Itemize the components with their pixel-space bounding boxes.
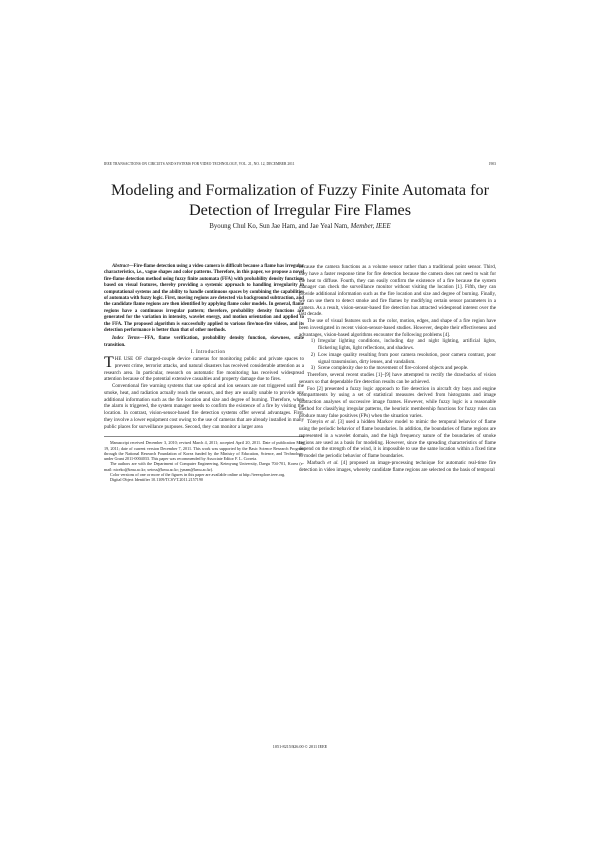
footnote-affiliation: The authors are with the Department of Computer Engineering, Keimyung University, Daegu 704-701, Korea (e-mail: niceko@kmu.ac.kr; xetoss@kmu.ac.kr; jynam@kmu.ac.kr). — [104, 461, 304, 472]
index-terms-text: —FFA, flame verification, probability density function, skewness, state transition. — [104, 336, 304, 348]
right-paragraph-5: Töreyin et al. [3] used a hidden Markov model to mimic the temporal behavior of flame using the periodic behavior of flame boundaries. In addition, the boundaries of flame regions are represented in a wavelet domain, and the high frequency nature of the boundaries of smoke regions are used as a basis for modeling. However, since the spreading characteristics of flame depend on the strength of the wind, it is impossible to use the same location within a fixed time to model the periodic behavior of flame boundaries. — [299, 419, 496, 459]
right-column — [299, 264, 496, 473]
right-paragraph-6: Marbach et al. [4] proposed an image-processing technique for automatic real-time fire detection in video images, whereby candidate flame regions are selected on the basis of temporal — [299, 459, 497, 473]
footnote-doi: Digital Object Identifier 10.1109/TCSVT.2011.2157190 — [110, 477, 203, 483]
problem-list — [299, 338, 496, 372]
abstract — [104, 264, 304, 334]
drop-cap: T — [104, 354, 114, 372]
right-paragraph-4: Foo [2] presented a fuzzy logic approach to fire detection in aircraft dry bays and engine compartments by using a set of statistical measures derived from histograms and image subtraction analyses of successive image frames. However, while fuzzy logic is a reasonable method for classifying irregular patterns, the heuristic membership functions for fuzzy rules can produce many false positives (FPs) when the situation varies. — [299, 385, 496, 419]
right-paragraph-3: Therefore, several recent studies [1]–[9] have attempted to rectify the drawbacks of vision sensors so that dependable fire detection results can be achieved. — [299, 372, 496, 385]
intro-paragraph-2: Conventional fire warning systems that use optical and ion sensors are not triggered until the smoke, heat, and radiation actually reach the sensors, and they are usually unable to provide any additional information such as the fire location and size and degree of burning. Therefore, when the alarm is triggered, the system manager needs to confirm the existence of a fire by visiting the location. In contrast, vision-sensor-based fire detection systems offer several advantages. First, they involve a lower equipment cost owing to the use of cameras that are already installed in many public places for surveillance purposes. Second, they can monitor a larger area — [104, 383, 304, 430]
left-column — [104, 264, 304, 483]
right-paragraph-1: because the camera functions as a volume sensor rather than a traditional point sensor. Third, they have a faster response time for fire detection because the camera does not need to wait for the heat to diffuse. Fourth, they can easily confirm the existence of a fire because the system manager can check the surveillance monitor without visiting the location [1]. Fifth, they can provide additional information such as the fire location and size and degree of burning. Finally, we can use them to detect smoke and fire flames by modifying certain sensor parameters in a camera. As a result, vision-sensor-based fire detection has attracted widespread interest over the last decade. — [299, 264, 496, 318]
footnote — [104, 436, 304, 482]
footnote-color: Color versions of one or more of the figures in this paper are available online at http://ieeexplore.ieee.org. — [110, 472, 286, 478]
intro-paragraph-1 — [104, 356, 304, 383]
footnote-manuscript: Manuscript received December 3, 2010; revised March 4, 2011; accepted April 20, 2011. Date of publication May 19, 2011; date of current version December 7, 2011. This work was supported by the Basic Science Research Program through the National Research Foundation of Korea funded by the Ministry of Education, Science, and Technology, under Grant 2011-0004033. This paper was recommended by Associate Editor F. L. Correia. — [104, 440, 304, 462]
paper-title: Modeling and Formalization of Fuzzy Finite Automata for Detection of Irregular Fire Flames — [110, 181, 490, 219]
abstract-text: —Fire-flame detection using a video camera is difficult because a flame has irregular characteristics, i.e., vague shapes and color patterns. Therefore, in this paper, we propose a novel fire-flame detection method using fuzzy finite automata (FFA) with probability density functions based on visual features, thereby providing a systemic approach to handling irregularity in computational systems and the ability to handle continuous spaces by combining the capabilities of automata with fuzzy logic. First, moving regions are detected via background subtraction, and the candidate flame regions are then identified by applying flame color models. In general, flame regions have a continuous irregular pattern; therefore, probability density functions are generated for the variation in intensity, wavelet energy, and motion orientation and applied to the FFA. The proposed algorithm is successfully applied to various fire/non-fire videos, and its detection performance is better than that of other methods. — [104, 264, 304, 334]
author-membership: Member, IEEE — [350, 223, 391, 230]
list-item: 1) Irregular lighting conditions, including day and night lighting, artificial lights, flickering lights, light reflections, and shadows. — [310, 338, 496, 351]
running-header — [104, 162, 496, 166]
author-names: Byoung Chul Ko, Sun Jae Ham, and Jae Yeal Nam, — [209, 223, 349, 230]
copyright-line: 1051-8215/$26.00 © 2011 IEEE — [272, 744, 328, 749]
author-line — [95, 223, 505, 230]
right-paragraph-2: The use of visual features such as the color, motion, edges, and shape of a fire region have been investigated in recent vision-sensor-based studies. However, despite their effectiveness and advantages, vision-based algorithms encounter the following problems [4]. — [299, 318, 496, 338]
section-heading: I. Introduction — [190, 349, 226, 356]
journal-name: IEEE TRANSACTIONS ON CIRCUITS AND SYSTEMS FOR VIDEO TECHNOLOGY, VOL. 21, NO. 12, DECEMBER 2011 — [104, 162, 295, 166]
abstract-label: Abstract — [112, 264, 129, 269]
index-terms — [104, 336, 304, 349]
page-number: 1903 — [488, 162, 496, 166]
list-item: 3) Scene complexity due to the movement of fire-colored objects and people. — [310, 365, 469, 372]
list-item: 2) Low image quality resulting from poor camera resolution, poor camera contrast, poor signal transmission, dirty lenses, and vandalism. — [310, 351, 496, 365]
index-terms-label: Index Terms — [112, 336, 140, 342]
intro-paragraph-1-text: HE USE OF charged-couple device cameras for monitoring public and private spaces to prevent crime, terrorist attacks, and natural disasters has received considerable attention as a research area. In particular, research on automatic fire monitoring has received widespread attention because of the potential extensive casualties and property damage due to fires. — [104, 356, 304, 383]
